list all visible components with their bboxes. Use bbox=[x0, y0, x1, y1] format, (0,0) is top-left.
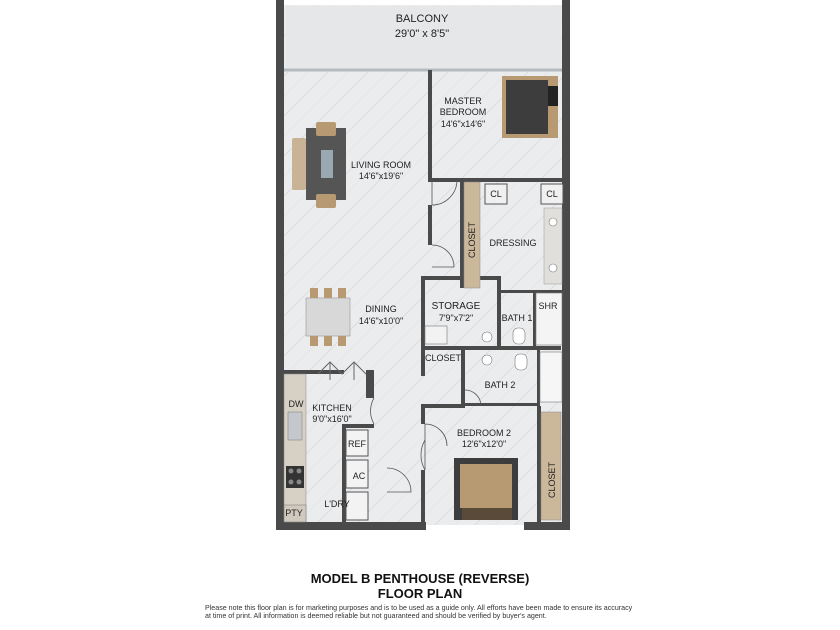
plan-subtitle: FLOOR PLAN bbox=[377, 586, 463, 601]
bedroom2-label: BEDROOM 2 bbox=[456, 428, 512, 438]
bath2-label: BATH 2 bbox=[484, 380, 516, 390]
closet-vertical-label: CLOSET bbox=[467, 221, 477, 259]
plan-title: MODEL B PENTHOUSE (REVERSE) bbox=[310, 571, 530, 586]
master-bedroom-label-1: MASTER bbox=[444, 96, 482, 106]
disclaimer-text: Please note this floor plan is for marketing purposes and is to be used as a guide only. All efforts have been made to ensure its accuracy at time of print. All information is deemed reliable but not guaranteed and should be verified by buyer's agent. bbox=[205, 604, 633, 621]
dining-table bbox=[306, 288, 350, 346]
living-room-dim: 14'6"x19'6" bbox=[358, 171, 404, 181]
closet-small-label: CLOSET bbox=[424, 353, 462, 363]
kitchen-label: KITCHEN bbox=[312, 403, 352, 413]
ac-label: AC bbox=[352, 471, 366, 481]
bath1-label: BATH 1 bbox=[501, 313, 533, 323]
dining-dim: 14'6"x10'0" bbox=[358, 316, 404, 326]
living-room-label: LIVING ROOM bbox=[350, 160, 412, 170]
ldry-label: L'DRY bbox=[324, 499, 350, 509]
storage-label: STORAGE bbox=[431, 301, 481, 312]
balcony-dim: 29'0" x 8'5" bbox=[394, 28, 450, 40]
kitchen-counter bbox=[284, 374, 306, 522]
ref-label: REF bbox=[348, 439, 366, 449]
pty-label: PTY bbox=[285, 508, 303, 518]
master-bed bbox=[502, 76, 558, 138]
cl-right-label: CL bbox=[546, 189, 558, 199]
storage-dim: 7'9"x7'2" bbox=[438, 313, 474, 323]
dressing-label: DRESSING bbox=[489, 238, 537, 248]
dw-label: DW bbox=[288, 399, 304, 409]
shr-label: SHR bbox=[538, 301, 558, 311]
balcony-glass bbox=[284, 68, 562, 72]
master-bedroom-label-2: BEDROOM bbox=[439, 107, 487, 117]
kitchen-dim: 9'0"x16'0" bbox=[312, 414, 352, 424]
dining-label: DINING bbox=[365, 304, 397, 314]
balcony-label: BALCONY bbox=[395, 13, 449, 25]
bedroom2-dim: 12'6"x12'0" bbox=[461, 439, 507, 449]
cl-left-label: CL bbox=[490, 189, 502, 199]
master-bedroom-dim: 14'6"x14'6" bbox=[440, 119, 486, 129]
closet-bedroom2-label: CLOSET bbox=[547, 461, 557, 499]
